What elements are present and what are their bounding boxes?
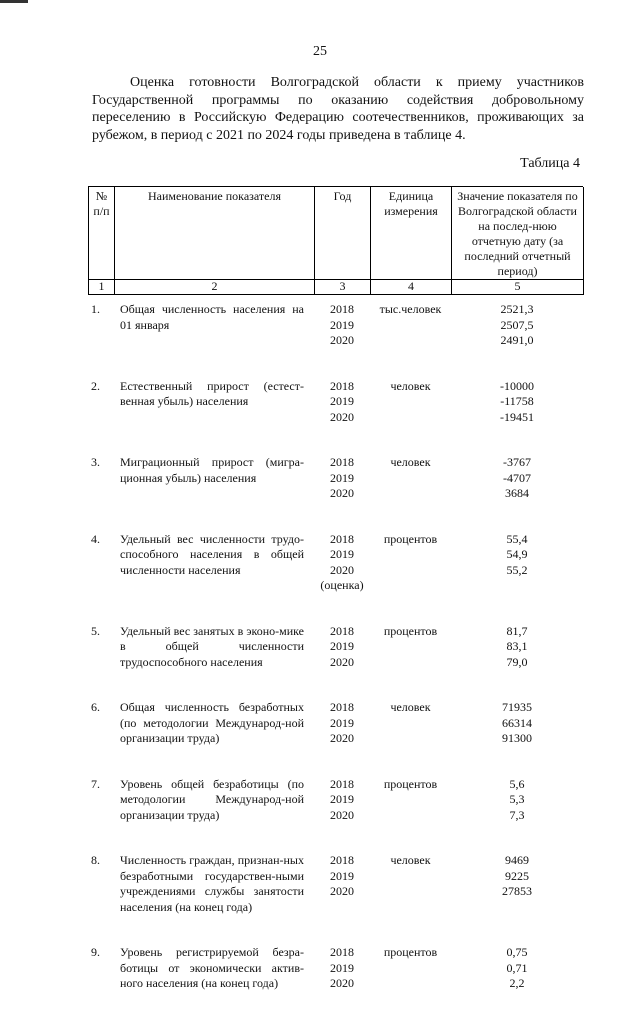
table-rows [88, 302, 583, 1022]
column-number-5: 5 [452, 280, 584, 295]
indicator-value: 2491,0 [500, 333, 534, 347]
table-header [88, 186, 583, 295]
row-years [314, 700, 370, 777]
year-value: 2018 [330, 700, 354, 714]
row-values [451, 853, 583, 945]
indicator-value: 91300 [502, 731, 532, 745]
column-number-1: 1 [89, 280, 115, 295]
row-years [314, 302, 370, 379]
year-value: 2018 [330, 623, 354, 638]
table-row [88, 777, 583, 854]
indicator-value: 7,3 [509, 807, 525, 822]
row-values [451, 532, 583, 624]
unit-of-measure: человек [390, 853, 431, 867]
page-number: 25 [313, 44, 327, 59]
table-row [88, 532, 583, 624]
header-number: № п/п [89, 187, 115, 280]
indicator-name: Уровень общей безработицы (по методологии Международ-ной организации труда) [120, 776, 304, 822]
table-row [88, 455, 583, 532]
indicator-value: 71935 [502, 700, 532, 714]
row-number: 2. [91, 378, 100, 393]
indicator-value: 9469 [505, 853, 529, 867]
scan-corner-mark [0, 0, 28, 3]
indicator-name: Удельный вес занятых в эконо-мике в общей численности трудоспособного населения [120, 623, 304, 669]
indicator-value: 27853 [502, 884, 532, 898]
row-years [314, 379, 370, 456]
row-number: 9. [91, 945, 100, 959]
indicator-value: -11758 [500, 394, 534, 408]
indicator-name: Удельный вес численности трудо-способного населения в общей численности населения [120, 531, 304, 577]
row-values [451, 624, 583, 701]
table-row [88, 624, 583, 701]
row-values [451, 455, 583, 532]
row-values [451, 302, 583, 379]
row-number: 3. [91, 455, 100, 469]
year-value: 2020 [330, 976, 354, 990]
year-value: 2020 [330, 654, 354, 669]
header-name: Наименование показателя [115, 187, 315, 280]
indicator-value: 79,0 [506, 654, 528, 669]
unit-of-measure: человек [390, 378, 431, 393]
year-value: 2018 [330, 776, 354, 791]
column-number-2: 2 [115, 280, 315, 295]
row-number: 8. [91, 853, 100, 867]
column-number-4: 4 [371, 280, 452, 295]
indicator-value: 5,3 [509, 792, 525, 806]
year-value: 2018 [330, 945, 354, 959]
row-number: 6. [91, 700, 100, 714]
intro-paragraph: Оценка готовности Волгоградской области к приему участников Государственной программы по оказанию содействия добровольному переселению в Российскую Федерацию соотечественников, проживающих за рубежом, в период с 2021 по 2024 годы приведена в таблице 4. [92, 75, 584, 143]
table-caption: Таблица 4 [520, 156, 580, 171]
indicator-value: -4707 [503, 470, 531, 485]
indicator-name: Уровень регистрируемой безра-ботицы от экономически актив-ного населения (на конец года) [120, 945, 304, 990]
indicator-value: 54,9 [506, 547, 528, 561]
row-number: 5. [91, 623, 100, 638]
column-number-3: 3 [315, 280, 371, 295]
indicator-value: 55,2 [506, 562, 528, 577]
indicator-value: -3767 [503, 455, 531, 469]
header-value: Значение показателя по Волгоградской области на послед-нюю отчетную дату (за последний отчетный период) [452, 187, 584, 280]
year-value: 2019 [330, 792, 354, 806]
year-value: 2019 [330, 394, 354, 408]
table-row [88, 379, 583, 456]
unit-of-measure: тыс.человек [379, 302, 442, 316]
unit-of-measure: процентов [383, 531, 438, 546]
indicator-value: -10000 [500, 378, 534, 393]
year-value: 2020 [330, 333, 354, 347]
year-value: 2019 [330, 470, 354, 485]
indicator-value: 5,6 [509, 776, 525, 791]
table-row [88, 945, 583, 1022]
unit-of-measure: процентов [383, 776, 438, 791]
year-value: 2018 [330, 378, 354, 393]
row-years [314, 624, 370, 701]
indicator-name: Общая численность безработных (по методологии Международ-ной организации труда) [120, 700, 304, 745]
year-value: 2019 [330, 547, 354, 561]
unit-of-measure: процентов [383, 945, 438, 959]
year-value: 2020 [330, 731, 354, 745]
indicator-value: 2507,5 [500, 317, 534, 332]
year-value: 2020 [330, 409, 354, 424]
indicator-value: -19451 [500, 409, 534, 424]
row-number: 4. [91, 531, 100, 546]
year-value: 2020 [330, 884, 354, 898]
year-value: 2020 [330, 562, 354, 577]
row-values [451, 700, 583, 777]
indicator-value: 55,4 [506, 531, 528, 546]
row-number: 1. [91, 302, 100, 316]
header-year: Год [315, 187, 371, 280]
year-value: 2018 [330, 853, 354, 867]
indicator-value: 81,7 [506, 623, 528, 638]
indicator-value: 3684 [505, 486, 529, 500]
year-value: 2018 [330, 455, 354, 469]
table-row [88, 700, 583, 777]
row-values [451, 945, 583, 1022]
indicator-name: Численность граждан, признан-ных безработными государствен-ными учреждениями службы занятости населения (на конец года) [120, 853, 304, 914]
year-value: (оценка) [320, 578, 364, 592]
year-value: 2019 [330, 639, 354, 653]
year-value: 2018 [330, 302, 354, 316]
indicator-value: 0,75 [506, 945, 528, 959]
unit-of-measure: процентов [383, 623, 438, 638]
indicator-name: Миграционный прирост (мигра-ционная убыль) населения [120, 455, 304, 485]
row-values [451, 777, 583, 854]
row-years [314, 532, 370, 624]
indicator-value: 9225 [505, 868, 529, 883]
row-years [314, 777, 370, 854]
year-value: 2019 [330, 317, 354, 332]
table-body [88, 302, 583, 1022]
row-values [451, 379, 583, 456]
indicator-value: 66314 [502, 715, 532, 730]
year-value: 2018 [330, 531, 354, 546]
row-number: 7. [91, 776, 100, 791]
table-row [88, 853, 583, 945]
indicator-name: Общая численность населения на 01 января [120, 302, 304, 332]
indicator-name: Естественный прирост (естест-венная убыль) населения [120, 378, 304, 408]
row-years [314, 945, 370, 1022]
year-value: 2020 [330, 486, 354, 500]
indicator-value: 2,2 [509, 976, 525, 990]
year-value: 2019 [330, 868, 354, 883]
table-row [88, 302, 583, 379]
indicator-value: 2521,3 [500, 302, 534, 316]
row-years [314, 455, 370, 532]
row-years [314, 853, 370, 945]
unit-of-measure: человек [390, 455, 431, 469]
unit-of-measure: человек [390, 700, 431, 714]
year-value: 2019 [330, 960, 354, 975]
indicator-value: 0,71 [506, 960, 528, 975]
indicator-value: 83,1 [506, 639, 528, 653]
year-value: 2019 [330, 715, 354, 730]
header-unit: Единица измерения [371, 187, 452, 280]
year-value: 2020 [330, 807, 354, 822]
